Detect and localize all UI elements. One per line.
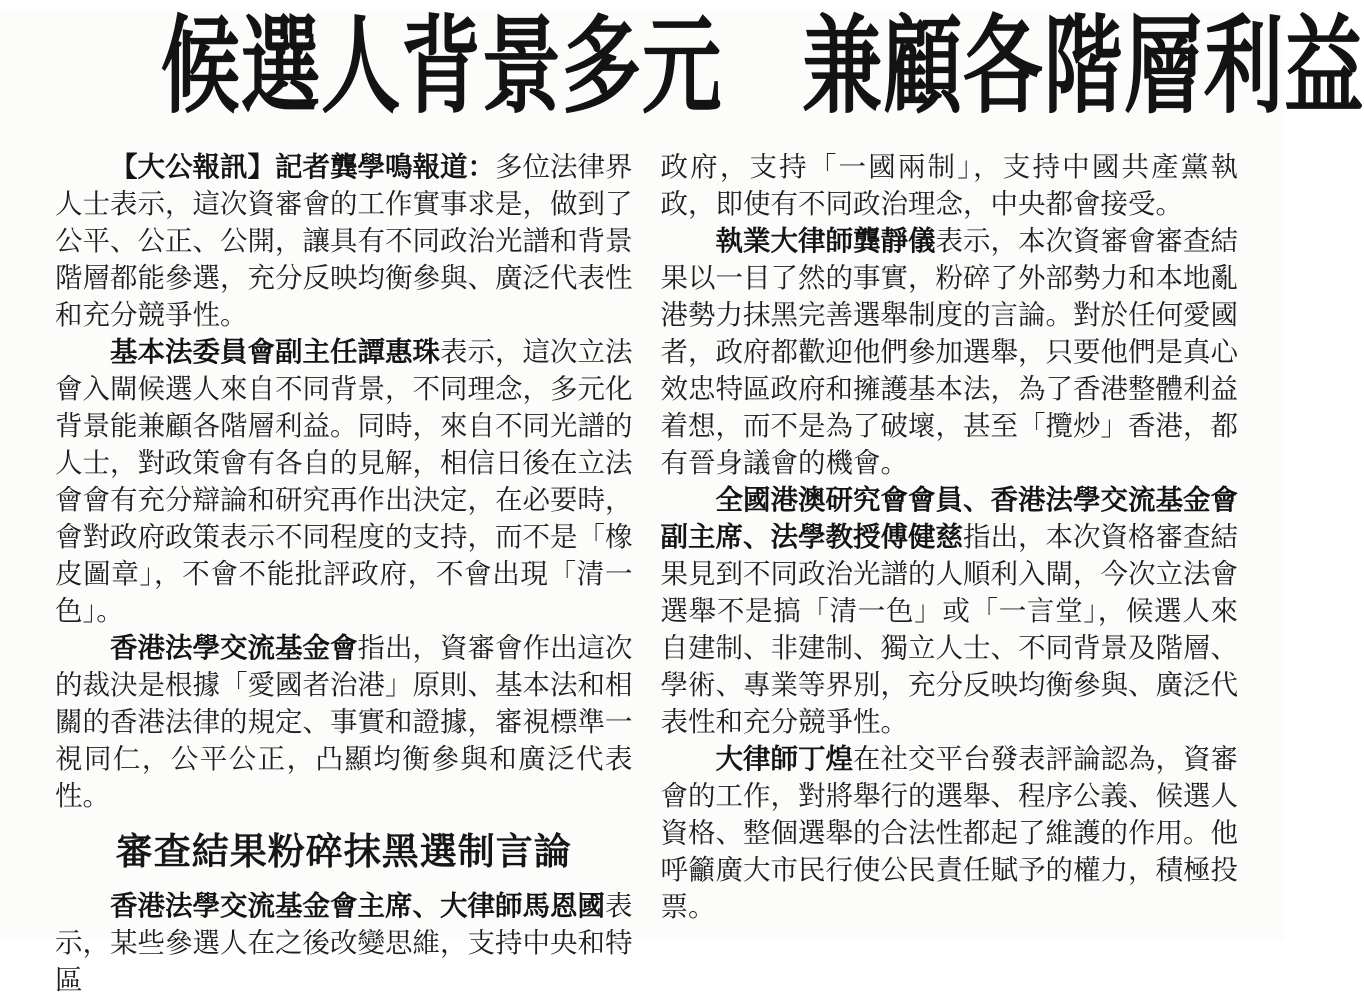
article-paragraph [661, 222, 1239, 481]
byline-lead: 【大公報訊】記者龔學鳴報道： [110, 151, 495, 183]
section-subheading: 審查結果粉碎抹黑選制言論 [115, 831, 572, 873]
speaker-lead: 執業大律師龔靜儀 [715, 225, 936, 257]
article-headline: 候選人背景多元 兼顧各階層利益 [160, 8, 1364, 126]
article-paragraph [55, 148, 633, 333]
speaker-lead: 全國港澳研究會會員、香港法學交流基金會副主席、法學教授傅健慈 [660, 484, 1238, 553]
paragraph-text: 表示，本次資審會審查結果以一目了然的事實，粉碎了外部勢力和本地亂港勢力抹黑完善選舉制度的言論。對於任何愛國者，政府都歡迎他們參加選舉，只要他們是真心效忠特區政府和擁護基本法，為了香港整體利益着想，而不是為了破壞，甚至「攬炒」香港，都有晉身議會的機會。 [660, 225, 1238, 479]
left-column [55, 148, 633, 997]
right-column [661, 148, 1239, 997]
article-paragraph [661, 481, 1239, 740]
paragraph-text: 指出，本次資格審查結果見到不同政治光譜的人順利入閘，今次立法會選舉不是搞「清一色」或「一言堂」，候選人來自建制、非建制、獨立人士、不同背景及階層、學術、專業等界別，充分反映均衡參與、廣泛代表性和充分競爭性。 [660, 521, 1238, 738]
paragraph-text: 在社交平台發表評論認為，資審會的工作，對將舉行的選舉、程序公義、候選人資格、整個選舉的合法性都起了維護的作用。他呼籲廣大市民行使公民責任賦予的權力，積極投票。 [660, 743, 1238, 923]
speaker-lead: 香港法學交流基金會主席、大律師馬恩國 [110, 889, 605, 921]
article-paragraph [55, 333, 633, 629]
article-body [0, 124, 1284, 997]
paragraph-text: 多位法律界人士表示，這次資審會的工作實事求是，做到了公平、公正、公開，讓具有不同政治光譜和背景階層都能參選，充分反映均衡參與、廣泛代表性和充分競爭性。 [55, 151, 633, 331]
newspaper-page [0, 8, 1364, 995]
article-paragraph [55, 887, 633, 998]
paragraph-text: 表示，某些參選人在之後改變思維，支持中央和特區 [55, 889, 633, 995]
speaker-lead: 香港法學交流基金會 [110, 632, 358, 664]
speaker-lead: 基本法委員會副主任譚惠珠 [110, 336, 440, 368]
article-paragraph-continuation [661, 148, 1239, 222]
paragraph-text: 指出，資審會作出這次的裁決是根據「愛國者治港」原則、基本法和相關的香港法律的規定、事實和證據，審視標準一視同仁，公平公正，凸顯均衡參與和廣泛代表性。 [55, 632, 633, 812]
paragraph-text: 表示，這次立法會入閘候選人來自不同背景，不同理念，多元化背景能兼顧各階層利益。同時，來自不同光譜的人士，對政策會有各自的見解，相信日後在立法會會有充分辯論和研究再作出決定，在必要時，會對政府政策表示不同程度的支持，而不是「橡皮圖章」，不會不能批評政府，不會出現「清一色」。 [55, 336, 633, 627]
paragraph-text: 政府，支持「一國兩制」，支持中國共產黨執政，即使有不同政治理念，中央都會接受。 [660, 151, 1238, 220]
speaker-lead: 大律師丁煌 [715, 743, 853, 775]
article-paragraph [55, 629, 633, 814]
article-paragraph [661, 740, 1239, 925]
